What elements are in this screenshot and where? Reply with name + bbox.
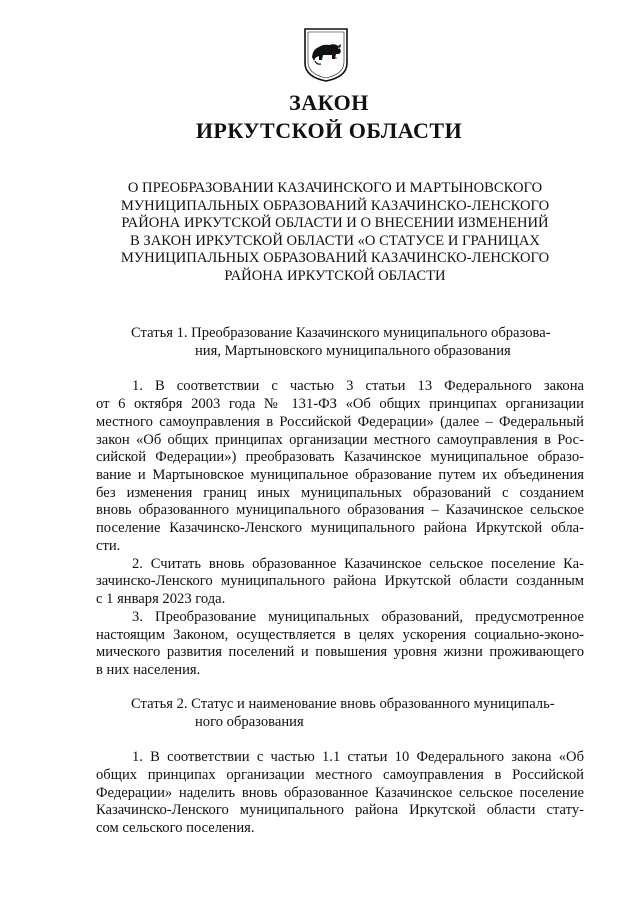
paragraph-line: настоящим Законом, осуществляется в целях ускорения социально-эконо- bbox=[96, 627, 584, 643]
coat-of-arms-icon bbox=[303, 27, 349, 83]
subject-line: РАЙОНА ИРКУТСКОЙ ОБЛАСТИ И О ВНЕСЕНИИ ИЗМЕНЕНИЙ bbox=[121, 215, 549, 231]
paragraph-line: местного самоуправления в Российской Федерации» (далее – Федеральный bbox=[96, 414, 584, 430]
paragraph-line: Федерации» наделить вновь образованное Казачинское сельское поселение bbox=[96, 785, 584, 801]
subject-line: МУНИЦИПАЛЬНЫХ ОБРАЗОВАНИЙ КАЗАЧИНСКО-ЛЕНСКОГО bbox=[120, 250, 550, 266]
paragraph-line: сти. bbox=[96, 538, 121, 554]
paragraph-line: 3. Преобразование муниципальных образований, предусмотренное bbox=[132, 609, 584, 625]
paragraph-line: вание и Мартыновское муниципальное образование путем их объединения bbox=[96, 467, 584, 483]
subject-line: РАЙОНА ИРКУТСКОЙ ОБЛАСТИ bbox=[224, 267, 446, 284]
law-title: ЗАКОН bbox=[289, 90, 369, 115]
article-1-heading: Статья 1. Преобразование Казачинского муниципального образова- bbox=[131, 325, 551, 341]
law-region-title: ИРКУТСКОЙ ОБЛАСТИ bbox=[195, 118, 463, 143]
paragraph-line: без изменения границ иных муниципальных образований с созданием bbox=[96, 485, 584, 501]
paragraph-line: 2. Считать вновь образованное Казачинское сельское поселение Ка- bbox=[132, 556, 584, 572]
article-1-heading-cont: ния, Мартыновского муниципального образования bbox=[195, 343, 511, 359]
paragraph-line: поселение Казачинско-Ленского муниципального района Иркутской обла- bbox=[96, 520, 584, 536]
subject-line: О ПРЕОБРАЗОВАНИИ КАЗАЧИНСКОГО И МАРТЫНОВСКОГО bbox=[127, 180, 543, 196]
paragraph-line: общих принципах организации местного самоуправления в Российской bbox=[96, 767, 584, 783]
paragraph-line: сом сельского поселения. bbox=[96, 820, 255, 836]
paragraph-line: 1. В соответствии с частью 1.1 статьи 10 Федерального закона «Об bbox=[132, 749, 584, 765]
subject-line: МУНИЦИПАЛЬНЫХ ОБРАЗОВАНИЙ КАЗАЧИНСКО-ЛЕНСКОГО bbox=[120, 197, 550, 214]
paragraph-line: закон «Об общих принципах организации местного самоуправления в Рос- bbox=[96, 432, 584, 448]
law-subject bbox=[100, 180, 570, 285]
paragraph-line: с 1 января 2023 года. bbox=[96, 591, 226, 607]
paragraph-line: от 6 октября 2003 года № 131-ФЗ «Об общих принципах организации bbox=[96, 396, 584, 412]
paragraph-line: сийской Федерации») преобразовать Казачинское муниципальное образо- bbox=[96, 449, 584, 465]
article-2-heading-cont: ного образования bbox=[195, 714, 304, 730]
article-2-heading: Статья 2. Статус и наименование вновь образованного муниципаль- bbox=[131, 696, 555, 712]
paragraph-line: зачинско-Ленского муниципального района Иркутской области созданным bbox=[96, 573, 584, 589]
paragraph-line: 1. В соответствии с частью 3 статьи 13 Федерального закона bbox=[132, 378, 584, 394]
paragraph-line: в них населения. bbox=[96, 662, 201, 678]
paragraph-line: Казачинско-Ленского муниципального района Иркутской области стату- bbox=[96, 802, 584, 818]
subject-line: В ЗАКОН ИРКУТСКОЙ ОБЛАСТИ «О СТАТУСЕ И ГРАНИЦАХ bbox=[130, 232, 540, 249]
paragraph-line: вновь образованного муниципального образования – Казачинское сельское bbox=[96, 502, 584, 518]
paragraph-line: мического развития поселений и повышения уровня жизни проживающего bbox=[96, 644, 584, 660]
